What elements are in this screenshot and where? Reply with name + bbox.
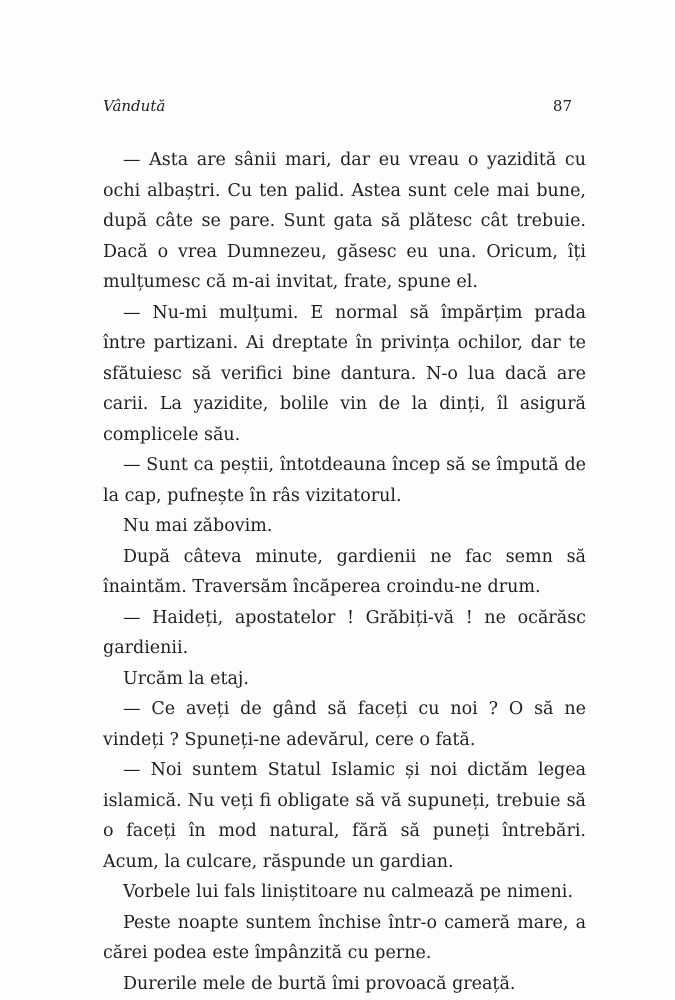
paragraph: — Asta are sânii mari, dar eu vreau o yazidită cu ochi albaștri. Cu ten palid. Astea sunt cele mai bune, după câte se pare. Sunt gata să plătesc cât trebuie. Dacă o vrea Dumnezeu, găsesc eu una. Oricum, îți mulțumesc că m-ai invitat, frate, spune el. [103,150,586,292]
paragraph: — Haideți, apostatelor ! Grăbiți-vă ! ne ocărăsc gardienii. [103,607,586,658]
chapter-title: Vândută [103,97,166,115]
paragraph: Vorbele lui fals liniștitoare nu calmează pe nimeni. [123,882,573,902]
paragraph: — Nu-mi mulțumi. E normal să împărțim prada între partizani. Ai dreptate în privința ochilor, dar te sfătuiesc să verifici bine dantura. N-o lua dacă are carii. La yazidite, bolile vin de la dinți, îl asigură complicele său. [103,302,586,445]
running-header [103,97,572,115]
paragraph: Nu mai zăbovim. [123,516,273,536]
paragraph: — Sunt ca peștii, întotdeauna încep să se împută de la cap, pufnește în râs vizitatorul. [103,455,586,506]
page-number: 87 [552,97,572,115]
paragraph: Peste noapte suntem închise într-o cameră mare, a cărei podea este împânzită cu perne. [103,912,586,963]
paragraph: — Ce aveți de gând să faceți cu noi ? O să ne vindeți ? Spuneți-ne adevărul, cere o fată. [103,699,586,750]
paragraph: Urcăm la etaj. [123,668,249,689]
paragraph: Durerile mele de burtă îmi provoacă greață. [123,973,516,994]
body-text [103,145,586,999]
paragraph: După câteva minute, gardienii ne fac semn să înaintăm. Traversăm încăperea croindu-ne drum. [103,546,586,597]
paragraph: — Noi suntem Statul Islamic și noi dictăm legea islamică. Nu veți fi obligate să vă supuneți, trebuie să o faceți în mod natural, fără să puneți întrebări. Acum, la culcare, răspunde un gardian. [103,760,586,872]
